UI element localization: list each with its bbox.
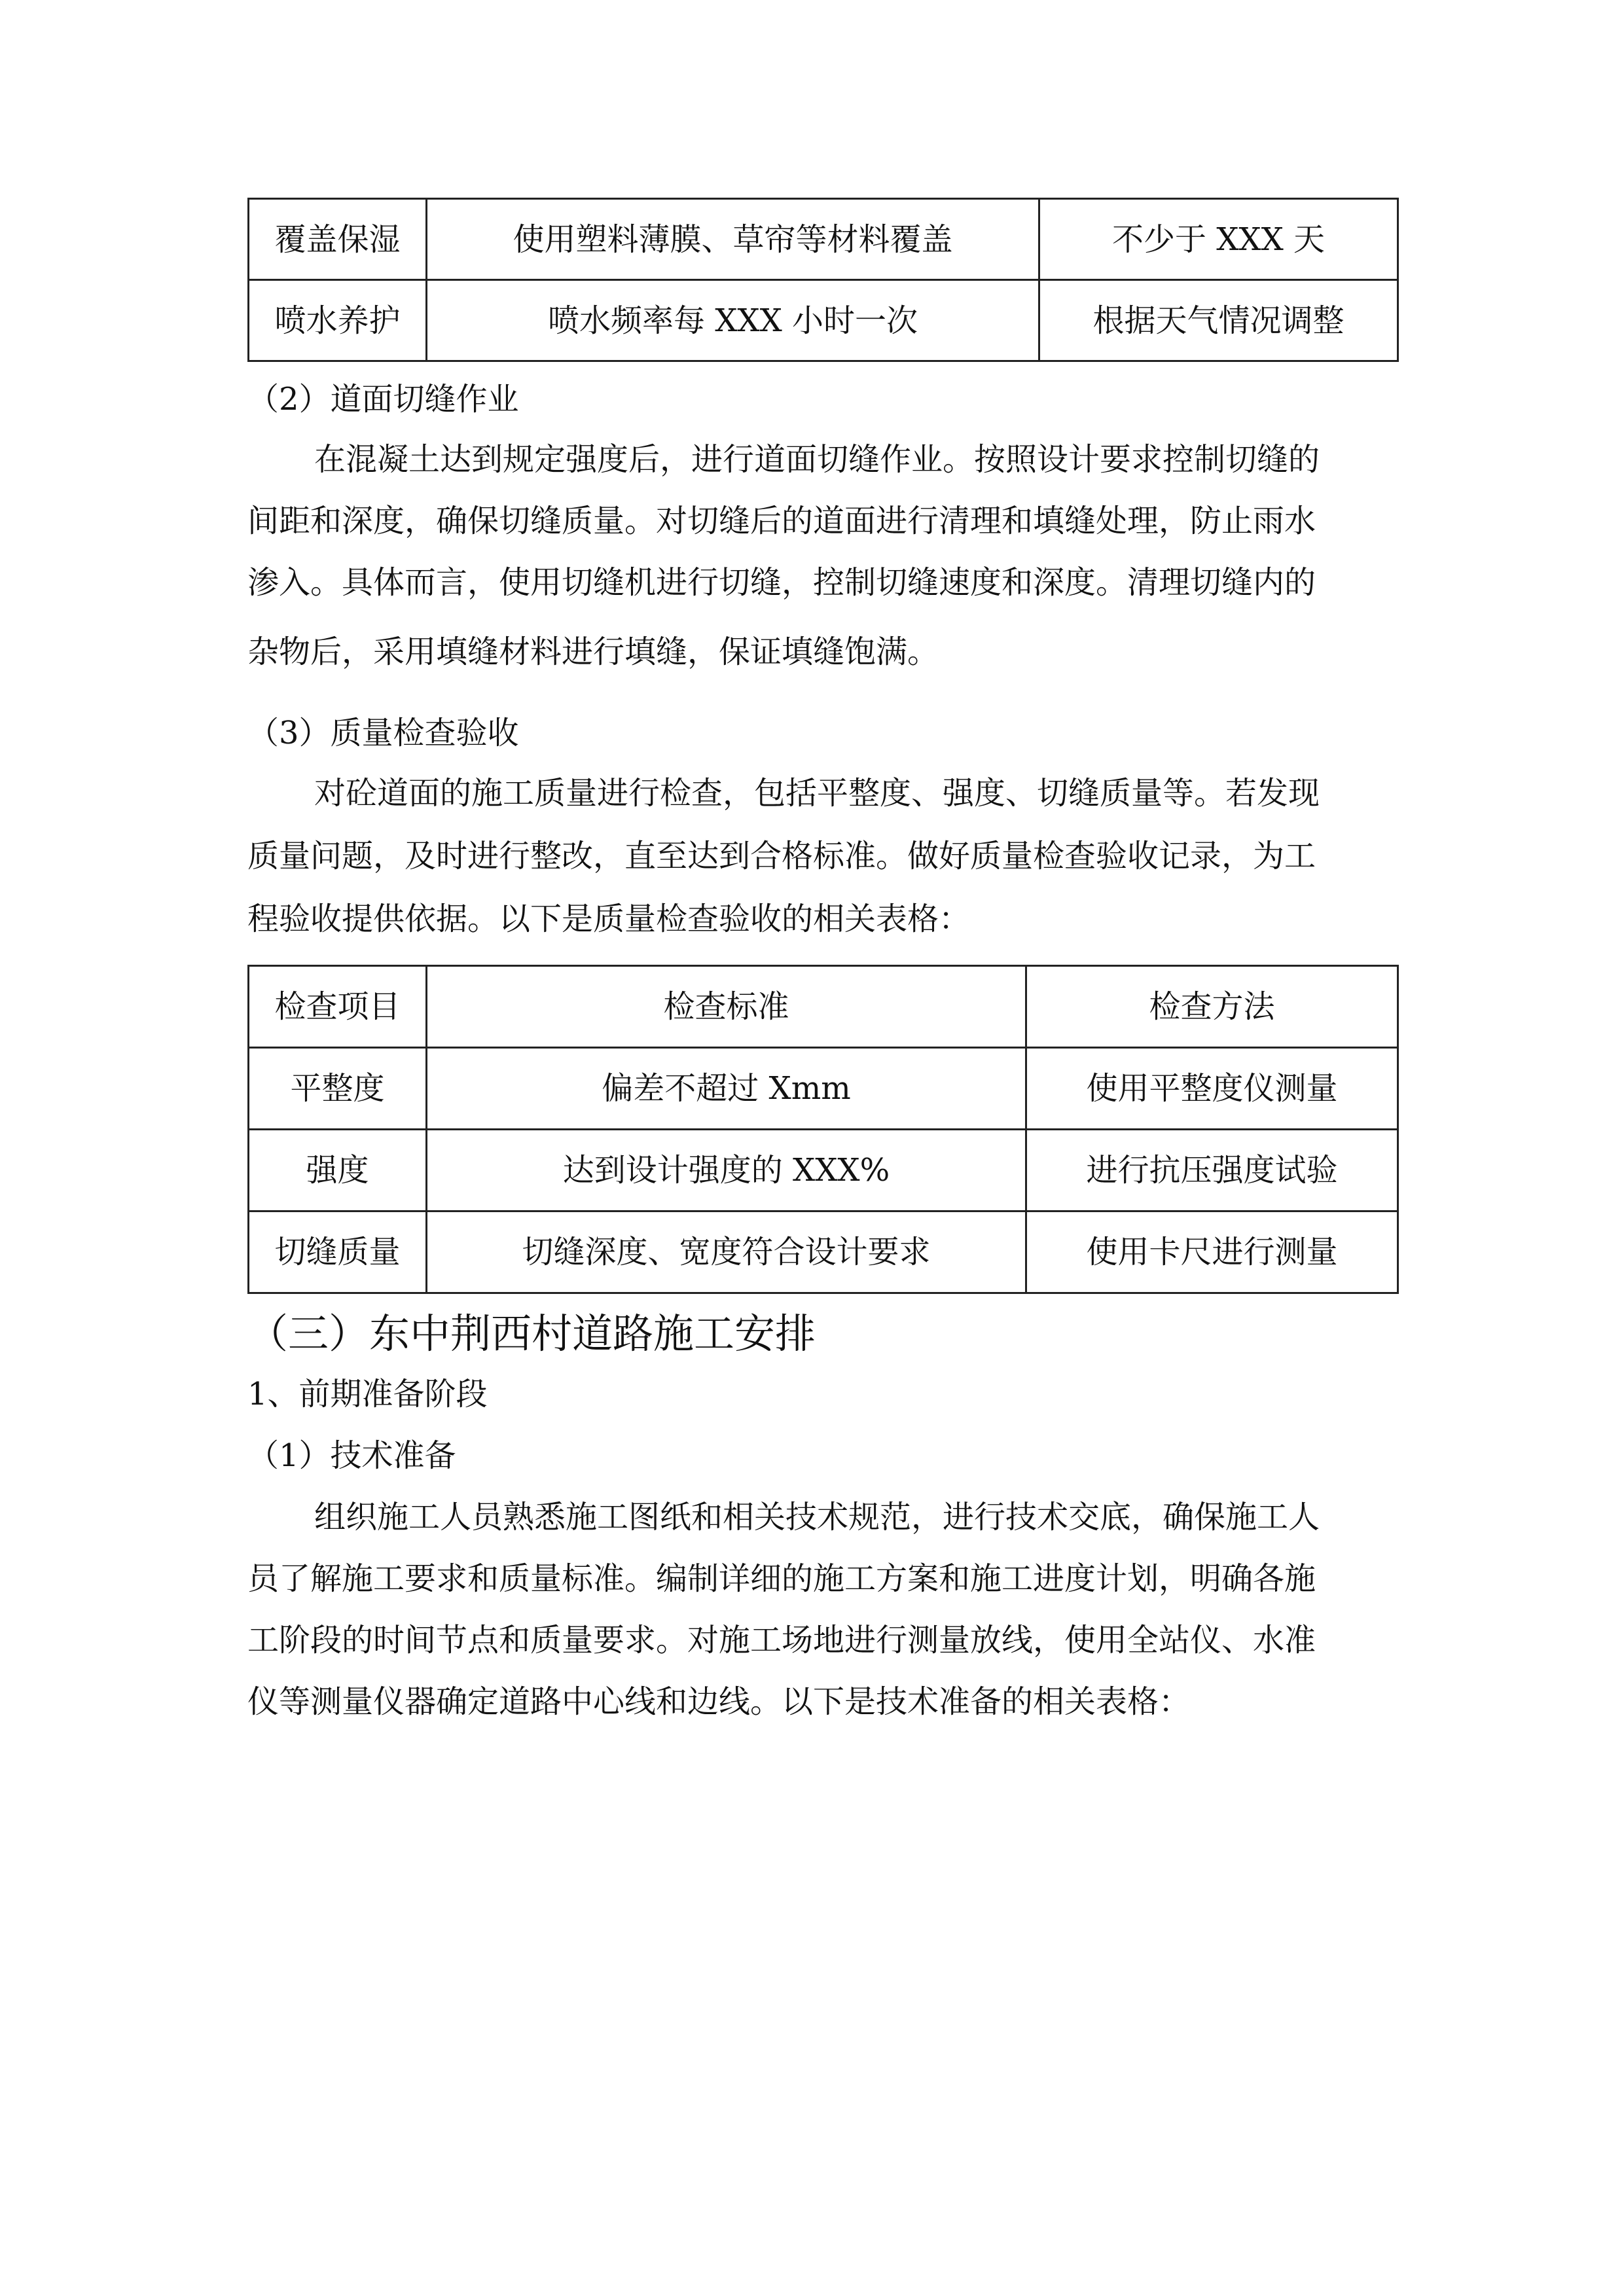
table-cell: 平整度 xyxy=(249,1048,427,1130)
table-row xyxy=(249,199,1398,280)
table-cell: 喷水养护 xyxy=(249,280,427,361)
subsection-heading-preparation: 1、前期准备阶段 xyxy=(247,1376,488,1412)
section-heading-quality-inspection: （3）质量检查验收 xyxy=(247,715,519,751)
table-cell: 根据天气情况调整 xyxy=(1039,280,1398,361)
table-cell: 偏差不超过 Xmm xyxy=(427,1048,1026,1130)
paragraph-line: 杂物后，采用填缝材料进行填缝，保证填缝饱满。 xyxy=(247,634,939,670)
subsection-heading-technical-preparation: （1）技术准备 xyxy=(247,1437,456,1474)
paragraph-line: 对砼道面的施工质量进行检查，包括平整度、强度、切缝质量等。若发现 xyxy=(314,775,1320,812)
table-row xyxy=(249,1130,1398,1211)
paragraph-line: 在混凝土达到规定强度后，进行道面切缝作业。按照设计要求控制切缝的 xyxy=(314,441,1320,478)
paragraph-line: 质量问题，及时进行整改，直至达到合格标准。做好质量检查验收记录，为工 xyxy=(247,838,1316,874)
table-cell: 使用塑料薄膜、草帘等材料覆盖 xyxy=(427,199,1039,280)
section-heading-village-road: （三）东中荆西村道路施工安排 xyxy=(247,1310,816,1357)
section-heading-joint-cutting: （2）道面切缝作业 xyxy=(247,381,519,418)
table-cell: 切缝质量 xyxy=(249,1211,427,1293)
table-row xyxy=(249,1211,1398,1293)
paragraph-line: 工阶段的时间节点和质量要求。对施工场地进行测量放线，使用全站仪、水准 xyxy=(247,1622,1316,1659)
table-header-cell: 检查方法 xyxy=(1026,966,1398,1048)
table-header-row xyxy=(249,966,1398,1048)
table-cell: 使用平整度仪测量 xyxy=(1026,1048,1398,1130)
table-header-cell: 检查标准 xyxy=(427,966,1026,1048)
table-cell: 喷水频率每 XXX 小时一次 xyxy=(427,280,1039,361)
table-cell: 切缝深度、宽度符合设计要求 xyxy=(427,1211,1026,1293)
quality-inspection-table xyxy=(247,965,1399,1294)
paragraph-line: 程验收提供依据。以下是质量检查验收的相关表格： xyxy=(247,901,971,937)
table-cell: 不少于 XXX 天 xyxy=(1039,199,1398,280)
table-header-cell: 检查项目 xyxy=(249,966,427,1048)
paragraph-line: 员了解施工要求和质量标准。编制详细的施工方案和施工进度计划，明确各施 xyxy=(247,1560,1316,1597)
table-cell: 使用卡尺进行测量 xyxy=(1026,1211,1398,1293)
table-cell: 达到设计强度的 XXX% xyxy=(427,1130,1026,1211)
table-cell: 进行抗压强度试验 xyxy=(1026,1130,1398,1211)
paragraph-line: 间距和深度，确保切缝质量。对切缝后的道面进行清理和填缝处理，防止雨水 xyxy=(247,503,1316,539)
table-cell: 覆盖保湿 xyxy=(249,199,427,280)
paragraph-line: 组织施工人员熟悉施工图纸和相关技术规范，进行技术交底，确保施工人 xyxy=(314,1499,1320,1535)
table-row xyxy=(249,1048,1398,1130)
table-cell: 强度 xyxy=(249,1130,427,1211)
curing-table xyxy=(247,198,1399,362)
paragraph-line: 渗入。具体而言，使用切缝机进行切缝，控制切缝速度和深度。清理切缝内的 xyxy=(247,564,1316,601)
table-row xyxy=(249,280,1398,361)
paragraph-line: 仪等测量仪器确定道路中心线和边线。以下是技术准备的相关表格： xyxy=(247,1683,1191,1720)
